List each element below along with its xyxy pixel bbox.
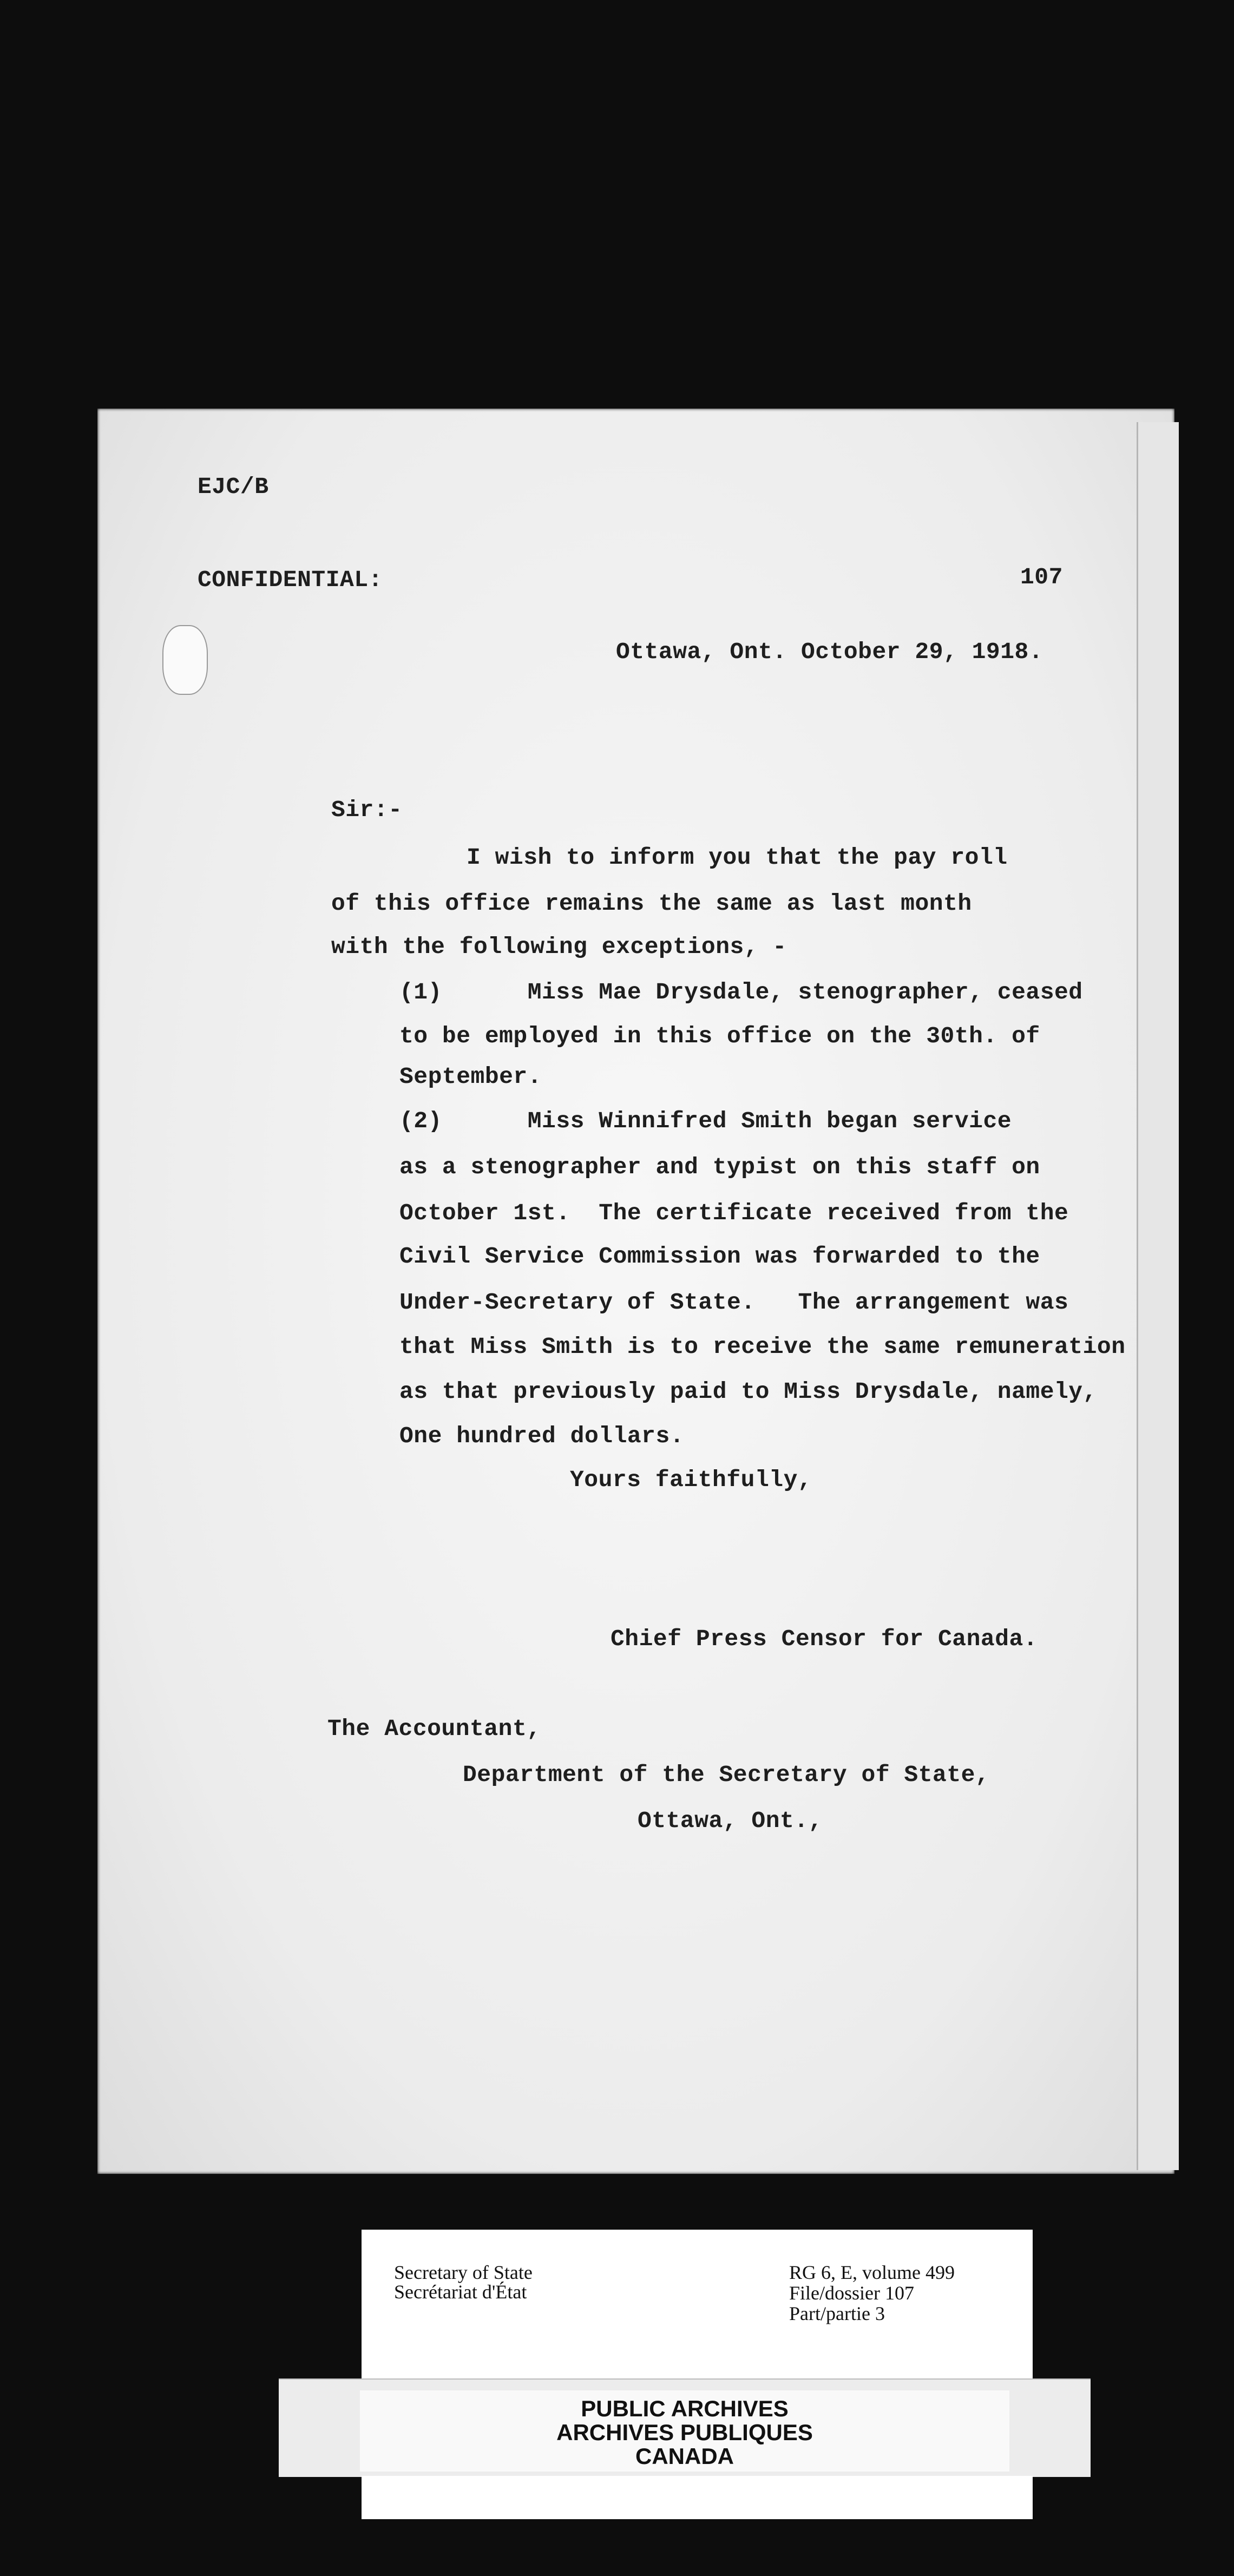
archive-label-card [362,2230,1033,2403]
body-line: that Miss Smith is to receive the same remuneration [399,1333,1126,1360]
addressee-line: The Accountant, [327,1716,541,1742]
body-line: Under-Secretary of State. The arrangement was [399,1289,1069,1316]
file-number: File/dossier 107 [789,2282,914,2304]
stamp-line: PUBLIC ARCHIVES [581,2396,789,2421]
body-line: to be employed in this office on the 30th. of [399,1023,1040,1049]
body-line: with the following exceptions, - [331,934,787,960]
fonds-english: Secretary of State [394,2262,533,2283]
body-line: Civil Service Commission was forwarded to the [399,1243,1040,1270]
body-line: as a stenographer and typist on this staff on [399,1154,1040,1180]
body-line: One hundred dollars. [399,1423,685,1449]
fonds-french: Secrétariat d'État [394,2281,527,2303]
salutation: Sir:- [331,797,403,823]
archive-label-card-bottom [362,2476,1033,2519]
archive-reference: RG 6, E, volume 499 [789,2262,955,2283]
body-line: of this office remains the same as last month [331,890,972,917]
stamp-line: ARCHIVES PUBLIQUES [556,2420,813,2445]
signature-title: Chief Press Censor for Canada. [611,1626,1038,1652]
reference-initials: EJC/B [198,474,269,500]
addressee-line: Ottawa, Ont., [638,1808,823,1834]
body-line: (2) Miss Winnifred Smith began service [399,1108,1012,1134]
confidential-heading: CONFIDENTIAL: [198,567,383,593]
part-number: Part/partie 3 [789,2303,885,2324]
punch-hole [162,625,208,695]
archive-stamp [279,2378,1091,2477]
archive-stamp-panel [360,2390,1009,2472]
body-line: I wish to inform you that the pay roll [467,844,1008,871]
body-line: (1) Miss Mae Drysdale, stenographer, ceased [399,979,1083,1006]
body-line: October 1st. The certificate received from the [399,1200,1069,1226]
body-line: September. [399,1063,542,1090]
page-number: 107 [1020,564,1063,590]
addressee-line: Department of the Secretary of State, [463,1762,990,1788]
closing: Yours faithfully, [570,1467,812,1493]
stamp-line: CANADA [635,2443,734,2469]
date-line: Ottawa, Ont. October 29, 1918. [616,639,1043,665]
underlying-page-edge [1137,422,1179,2170]
body-line: as that previously paid to Miss Drysdale, namely, [399,1378,1097,1405]
